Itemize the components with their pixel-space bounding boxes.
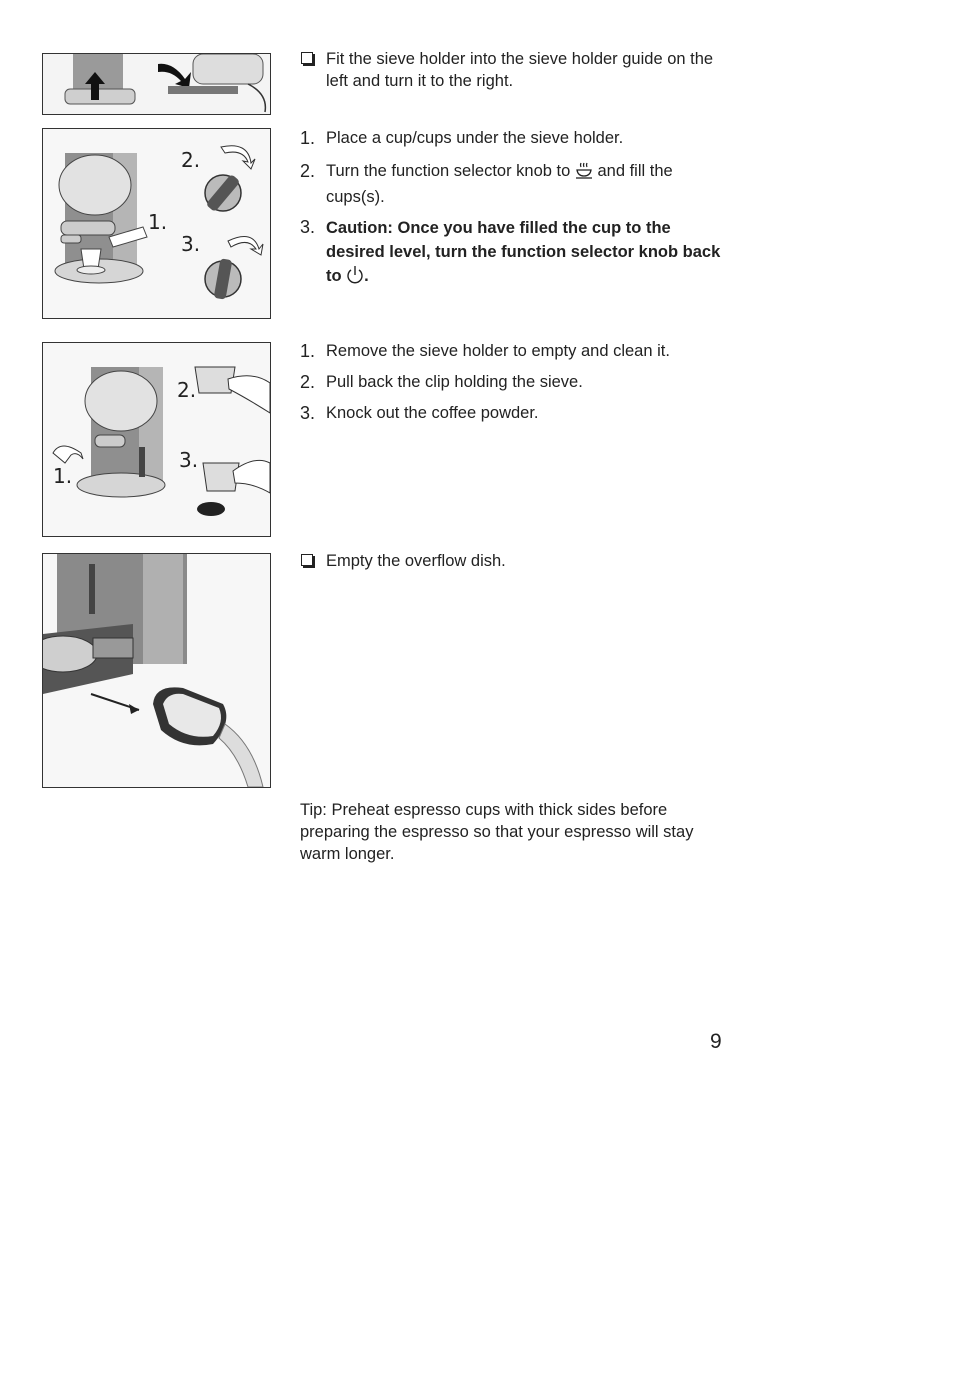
step-text: Place a cup/cups under the sieve holder. — [326, 129, 624, 147]
figure-label-1: 1. — [53, 464, 73, 488]
step-item-caution — [300, 216, 730, 292]
section-empty-overflow — [300, 550, 730, 572]
section-clean-sieve — [300, 340, 730, 424]
checklist-item — [300, 48, 730, 92]
tip-paragraph — [300, 799, 730, 865]
page-number: 9 — [710, 1030, 722, 1053]
caution-text: Once you have filled the cup to the desired level, turn the function selector knob back to — [326, 219, 721, 285]
step-item — [300, 371, 730, 393]
step-number: 1. — [300, 128, 316, 148]
step-item — [300, 340, 730, 362]
figure-label-1: 1. — [148, 210, 168, 234]
step-number: 2. — [300, 372, 316, 392]
tip-text: Preheat espresso cups with thick sides before preparing the espresso so that your espresso will stay warm longer. — [300, 801, 694, 863]
caution-label: Caution: — [326, 219, 393, 237]
illustration-sieve-holder-insert — [43, 54, 270, 114]
caution-end: . — [364, 267, 369, 285]
step-number: 2. — [300, 161, 316, 181]
step-text-continued: and fill the cups(s). — [326, 162, 673, 206]
instruction-text: Fit the sieve holder into the sieve holder guide on the left and turn it to the right. — [326, 50, 714, 90]
figure-label-3: 3. — [179, 448, 199, 472]
section-fill-cups — [300, 127, 730, 292]
figure-label-3: 3. — [181, 232, 201, 256]
power-icon — [346, 265, 364, 292]
step-item — [300, 127, 730, 149]
step-item — [300, 402, 730, 424]
step-item — [300, 160, 730, 208]
illustration-espresso-machine-knob — [43, 129, 270, 318]
section-insert-sieve-holder — [300, 48, 730, 92]
coffee-cup-icon — [575, 162, 593, 186]
illustration-sieve-removal — [43, 343, 270, 536]
figure-place-cup-knob — [42, 128, 271, 319]
figure-empty-overflow-dish — [42, 553, 271, 788]
step-number: 3. — [300, 403, 316, 423]
figure-empty-sieve — [42, 342, 271, 537]
step-number: 1. — [300, 341, 316, 361]
checkbox-bullet-icon — [300, 48, 326, 70]
step-text: Pull back the clip holding the sieve. — [326, 373, 583, 391]
checkbox-bullet-icon — [300, 550, 326, 572]
instruction-text: Empty the overflow dish. — [326, 552, 506, 570]
figure-label-2: 2. — [181, 148, 201, 172]
illustration-overflow-dish — [43, 554, 270, 787]
tip-label: Tip: — [300, 801, 327, 819]
step-number: 3. — [300, 217, 316, 237]
checklist-item — [300, 550, 730, 572]
step-text: Turn the function selector knob to — [326, 162, 571, 180]
figure-insert-sieve-holder — [42, 53, 271, 115]
step-text: Knock out the coffee powder. — [326, 404, 539, 422]
figure-label-2: 2. — [177, 378, 197, 402]
step-text: Remove the sieve holder to empty and clean it. — [326, 342, 670, 360]
